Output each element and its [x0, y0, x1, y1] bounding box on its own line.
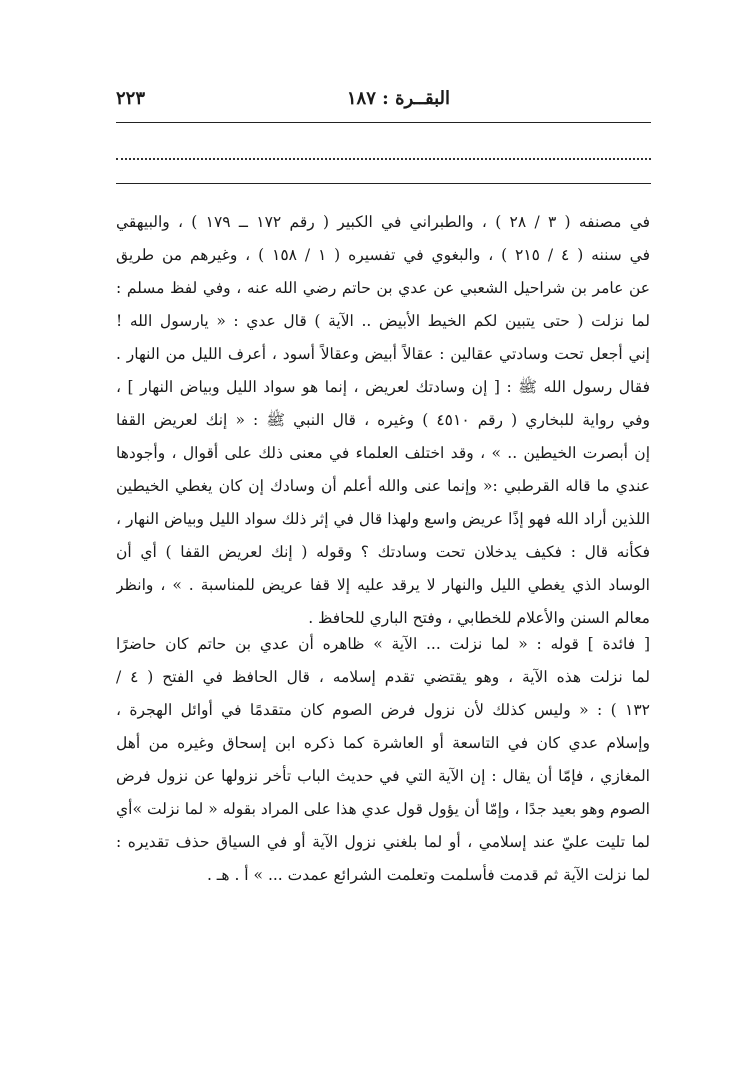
text-line: لما نزلت ( حتى يتبين لكم الخيط الأبيض .. الآية ) قال عدي : « يارسول الله !	[116, 312, 650, 330]
text-line: في سننه ( ٤ / ٢١٥ ) ، والبغوي في تفسيره ( ١ / ١٥٨ ) ، وغيرهم من طريق	[116, 246, 650, 264]
text-line: اللذين أراد الله فهو إذًا عريض واسع ولهذا قال في إثر ذلك سواد الليل وبياض النهار ،	[116, 510, 650, 528]
header-rule	[116, 122, 651, 123]
footnote-paragraph-2	[116, 628, 650, 892]
text-line: لما تليت عليّ عند إسلامي ، أو لما بلغني نزول الآية أو في السياق حذف تقديره :	[116, 833, 650, 851]
page-header	[116, 88, 650, 114]
text-line: إني أجعل تحت وسادتي عقالين : عقالاً أبيض وعقالاً أسود ، أعرف الليل من النهار .	[116, 345, 650, 363]
footnote-paragraph-1	[116, 206, 650, 635]
text-line: الصوم وهو بعيد جدًا ، وإمّا أن يؤول قول عدي هذا على المراد بقوله « لما نزلت »أي	[116, 800, 650, 818]
page-number: ٢٢٣	[116, 88, 146, 109]
text-line: لما نزلت هذه الآية ، وهو يقتضي تقدم إسلامه ، قال الحافظ في الفتح ( ٤ /	[116, 668, 650, 686]
text-line: ١٣٢ ) : « وليس كذلك لأن نزول فرض الصوم كان متقدمًا في أوائل الهجرة ،	[116, 701, 650, 719]
text-line: في مصنفه ( ٣ / ٢٨ ) ، والطبراني في الكبير ( رقم ١٧٢ ــ ١٧٩ ) ، والبيهقي	[116, 213, 650, 231]
text-line: عن عامر بن شراحيل الشعبي عن عدي بن حاتم رضي الله عنه ، وفي لفظ مسلم :	[116, 279, 650, 297]
text-line: لما نزلت الآية ثم قدمت فأسلمت وتعلمت الشرائع عمدت ... » أ . هـ .	[206, 866, 650, 884]
text-line: وفي رواية للبخاري ( رقم ٤٥١٠ ) وغيره ، قال النبي ﷺ : « إنك لعريض القفا	[116, 411, 650, 429]
footnote-rule	[116, 183, 651, 184]
text-line: [ فائدة ] قوله : « لما نزلت ... الآية » ظاهره أن عدي بن حاتم كان حاضرًا	[116, 635, 650, 653]
text-line: معالم السنن والأعلام للخطابي ، وفتح الباري للحافظ .	[308, 609, 650, 627]
text-line: إن أبصرت الخيطين .. » ، وقد اختلف العلماء في معنى ذلك على أقوال ، وأجودها	[116, 444, 650, 462]
text-line: فقال رسول الله ﷺ : [ إن وسادتك لعريض ، إنما هو سواد الليل وبياض النهار ] ،	[116, 378, 650, 396]
text-line: عندي ما قاله القرطبي :« وإنما عنى والله أعلم أن وسادك إن كان يغطي الخيطين	[116, 477, 650, 495]
text-line: وإسلام عدي كان في التاسعة أو العاشرة كما ذكره ابن إسحاق وغيره من أهل	[116, 734, 650, 752]
dotted-separator	[116, 158, 651, 160]
text-line: الوساد الذي يغطي الليل والنهار لا يرقد عليه إلا قفا عريض للمناسبة . » ، وانظر	[116, 576, 650, 594]
text-line: فكأنه قال : فكيف يدخلان تحت وسادتك ؟ وقوله ( إنك لعريض القفا ) أي أن	[116, 543, 650, 561]
text-line: المغازي ، فإمّا أن يقال : إن الآية التي في حديث الباب تأخر نزولها عن نزول فرض	[116, 767, 650, 785]
chapter-verse-title: البقــرة : ١٨٧	[346, 88, 450, 109]
